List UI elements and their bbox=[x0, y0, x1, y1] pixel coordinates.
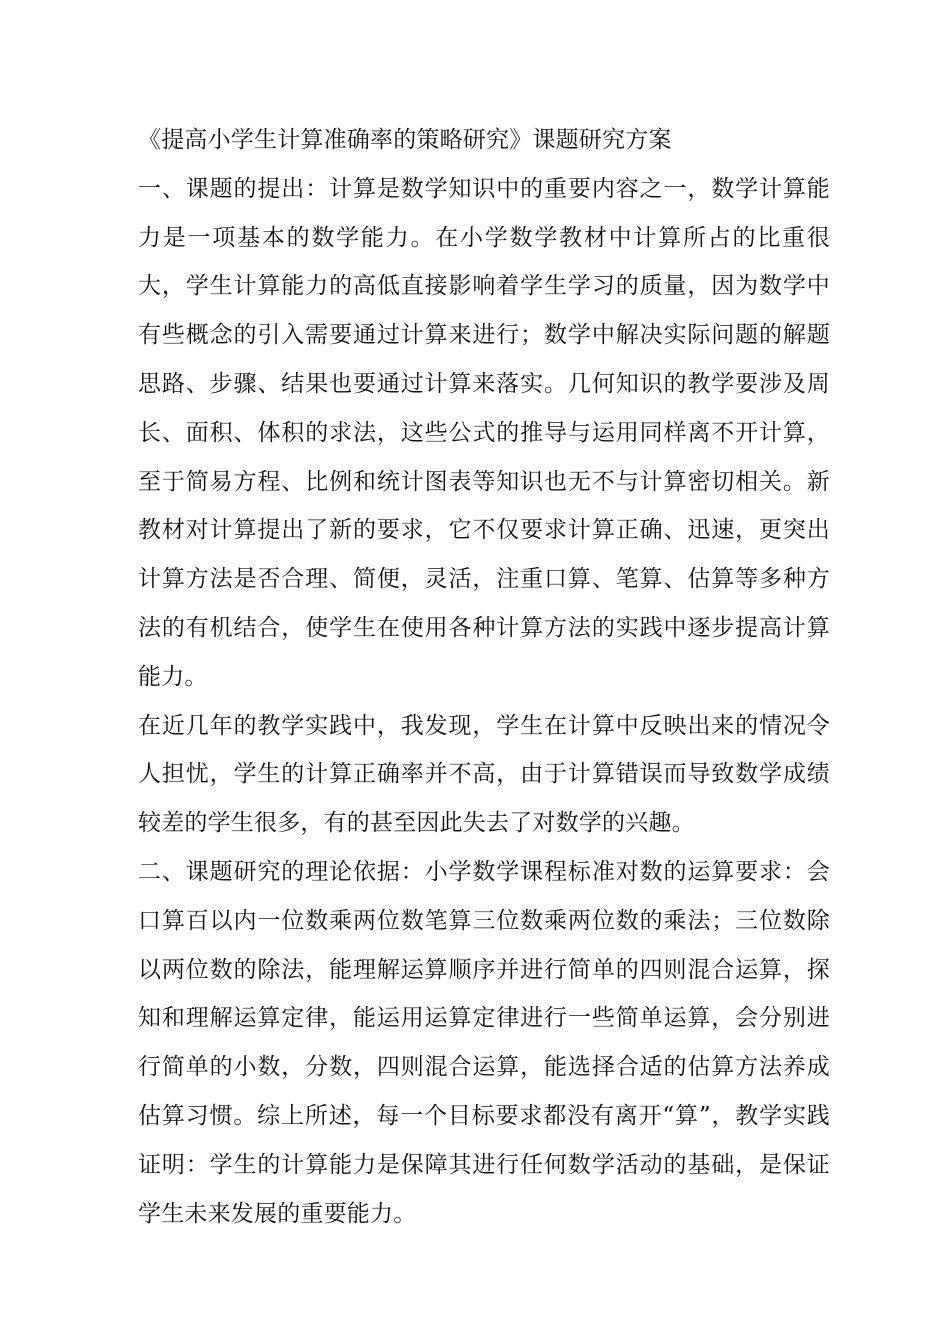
document-body bbox=[138, 116, 830, 1238]
paragraph-theoretical-basis: 二、课题研究的理论依据：小学数学课程标准对数的运算要求：会口算百以内一位数乘两位数笔算三位数乘两位数的乘法；三位数除以两位数的除法，能理解运算顺序并进行简单的四则混合运算，探知和理解运算定律，能运用运算定律进行一些简单运算，会分别进行简单的小数，分数，四则混合运算，能选择合适的估算方法养成估算习惯。综上所述，每一个目标要求都没有离开“算”，教学实践证明：学生的计算能力是保障其进行任何数学活动的基础，是保证学生未来发展的重要能力。 bbox=[138, 858, 830, 1227]
paragraph-topic-proposal: 一、课题的提出：计算是数学知识中的重要内容之一，数学计算能力是一项基本的数学能力。在小学数学教材中计算所占的比重很大，学生计算能力的高低直接影响着学生学习的质量，因为数学中有些概念的引入需要通过计算来进行；数学中解决实际问题的解题思路、步骤、结果也要通过计算来落实。几何知识的教学要涉及周长、面积、体积的求法，这些公式的推导与运用同样离不开计算，至于简易方程、比例和统计图表等知识也无不与计算密切相关。新教材对计算提出了新的要求，它不仅要求计算正确、迅速，更突出计算方法是否合理、简便，灵活，注重口算、笔算、估算等多种方法的有机结合，使学生在使用各种计算方法的实践中逐步提高计算能力。 bbox=[138, 175, 830, 690]
document-title: 《提高小学生计算准确率的策略研究》课题研究方案 bbox=[138, 127, 672, 153]
paragraph-teaching-observation: 在近几年的教学实践中，我发现，学生在计算中反映出来的情况令人担忧，学生的计算正确率并不高，由于计算错误而导致数学成绩较差的学生很多，有的甚至因此失去了对数学的兴趣。 bbox=[138, 712, 830, 837]
